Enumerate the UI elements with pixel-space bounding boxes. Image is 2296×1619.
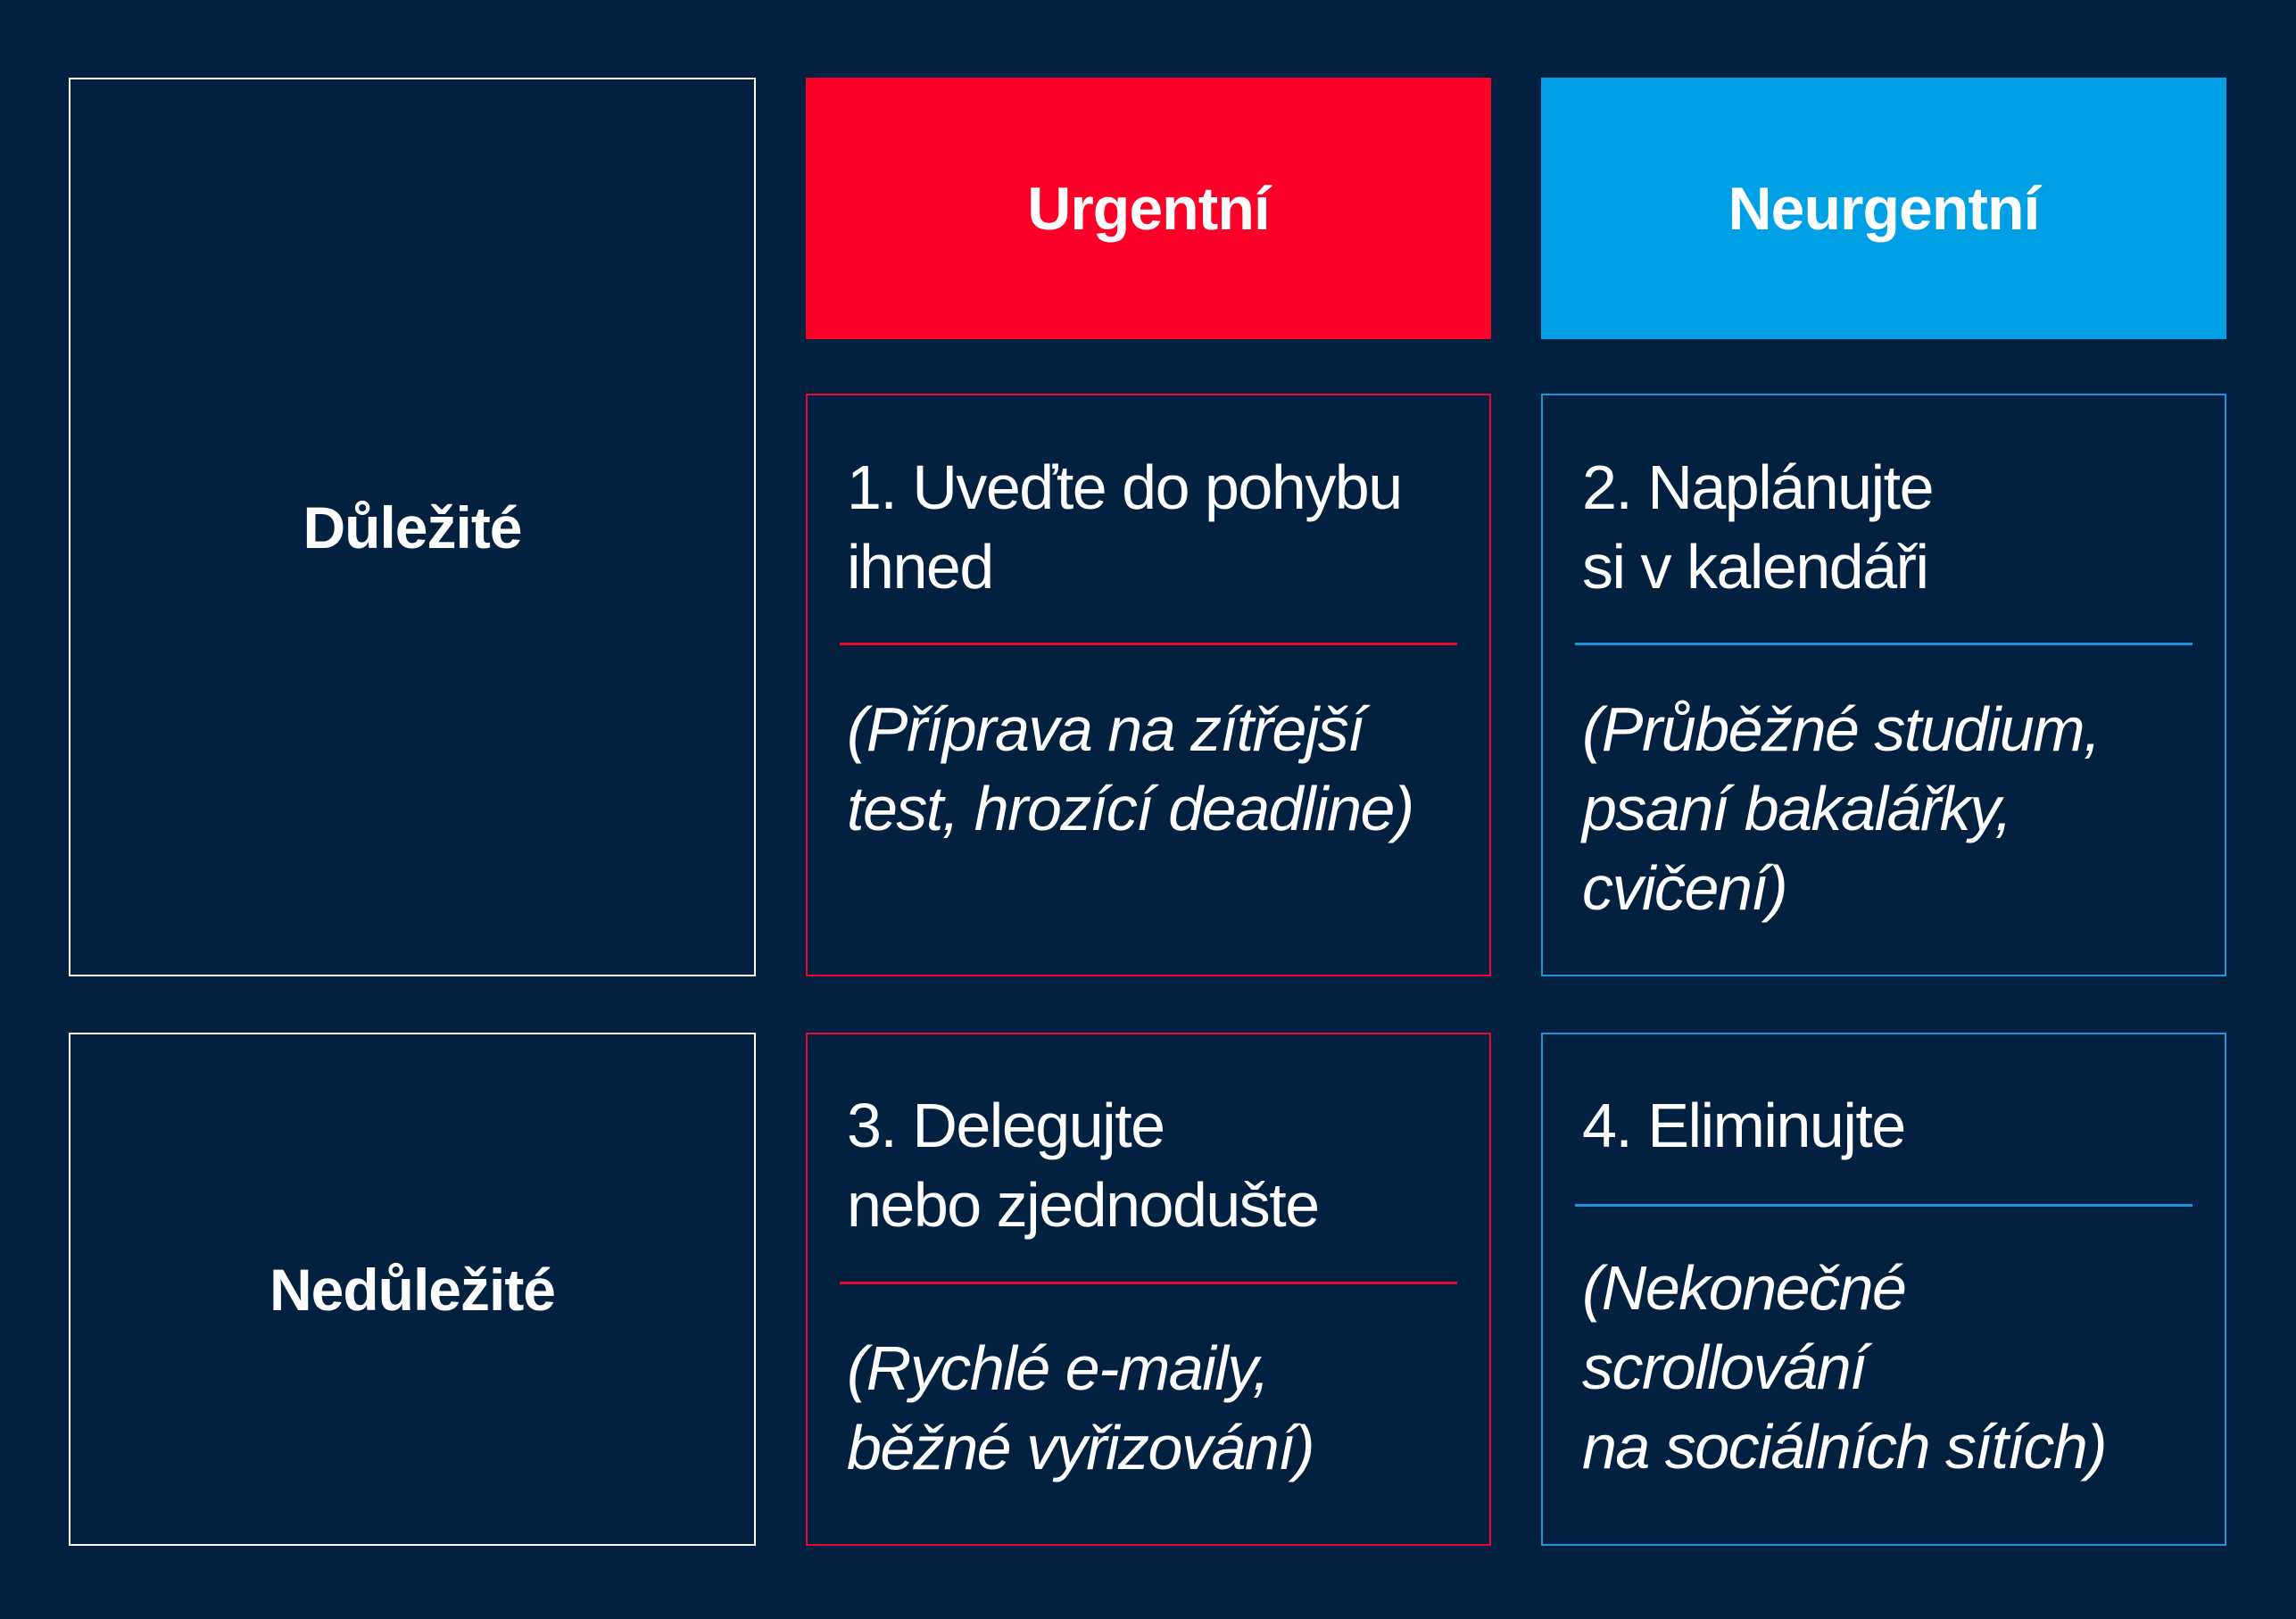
column-header-urgent <box>806 78 1491 339</box>
quadrant-2-divider <box>1575 643 2192 645</box>
quadrant-1-divider <box>840 643 1457 645</box>
row-label-not-important <box>69 1033 756 1546</box>
row-label-important-text: Důležité <box>303 494 522 560</box>
row-label-important <box>69 78 756 976</box>
column-header-urgent-text: Urgentní <box>1027 174 1270 243</box>
quadrant-4 <box>1541 1033 2226 1546</box>
quadrant-3-example: (Rychlé e-maily, běžné vyřizování) <box>847 1333 1314 1482</box>
quadrant-3-divider <box>840 1282 1457 1284</box>
quadrant-4-divider <box>1575 1204 2192 1207</box>
quadrant-2 <box>1541 394 2226 976</box>
quadrant-2-example: (Průběžné studium, psaní bakalářky, cvičení) <box>1582 694 2100 923</box>
quadrant-3-title: 3. Delegujte nebo zjednodušte <box>847 1091 1319 1240</box>
quadrant-1-example: (Příprava na zítřejší test, hrozící deadline) <box>847 694 1413 843</box>
column-header-not-urgent <box>1541 78 2226 339</box>
quadrant-4-title: 4. Eliminujte <box>1582 1091 1905 1160</box>
quadrant-4-example: (Nekonečné scrollování na sociálních sítích) <box>1582 1253 2107 1482</box>
quadrant-1-title: 1. Uveďte do pohybu ihned <box>847 452 1402 602</box>
quadrant-2-title: 2. Naplánujte si v kalendáři <box>1582 452 1934 602</box>
quadrant-3 <box>806 1033 1491 1546</box>
quadrant-1 <box>806 394 1491 976</box>
column-header-not-urgent-text: Neurgentní <box>1728 174 2040 243</box>
row-label-not-important-text: Nedůležité <box>269 1256 556 1323</box>
